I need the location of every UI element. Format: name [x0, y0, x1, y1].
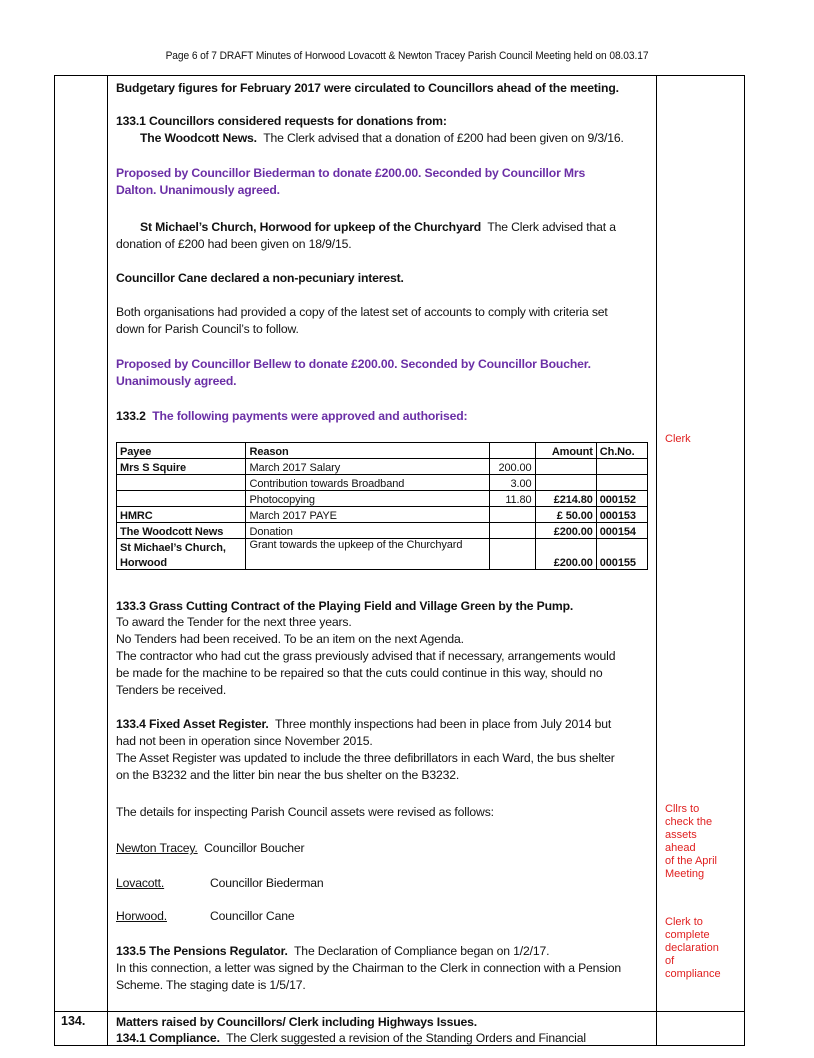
sum-cell: 11.80 [490, 491, 535, 507]
action-line: Cllrs to [665, 803, 700, 815]
amount-cell: £200.00 [535, 554, 596, 570]
column-divider-left [107, 75, 108, 1046]
proposal-1-line-1: Proposed by Councillor Biederman to donate £200.00. Seconded by Councillor Mrs [116, 166, 586, 180]
table-row [117, 491, 648, 507]
action-clerk: Clerk [665, 433, 691, 445]
section-133-3-line-3: The contractor who had cut the grass previously advised that if necessary, arrangements would [116, 649, 616, 663]
payee-cell: St Michael’s Church, [117, 539, 246, 555]
section-134-title: Matters raised by Councillors/ Clerk including Highways Issues. [116, 1015, 478, 1029]
interest-declaration: Councillor Cane declared a non-pecuniary interest. [116, 271, 404, 285]
action-line: ahead [665, 842, 696, 854]
reason-cell: Grant towards the upkeep of the Churchyard [246, 539, 490, 555]
proposal-2-line-2: Unanimously agreed. [116, 374, 237, 388]
action-line: Clerk to [665, 916, 703, 928]
table-header-row [117, 443, 648, 459]
orgs-line-2: down for Parish Council’s to follow. [116, 322, 299, 336]
action-cllrs-check-assets [665, 803, 717, 881]
section-133-3-title: 133.3 Grass Cutting Contract of the Playing Field and Village Green by the Pump. [116, 599, 574, 613]
sum-cell [490, 523, 535, 539]
reason-cell: Photocopying [246, 491, 490, 507]
header-cell: Amount [535, 443, 596, 459]
action-line: Meeting [665, 868, 705, 880]
page-header: Page 6 of 7 DRAFT Minutes of Horwood Lovacott & Newton Tracey Parish Council Meeting held on 08.03.17 [165, 50, 649, 62]
section-133-3-line-4: be made for the machine to be repaired so that the cuts could continue in this way, should no [116, 666, 603, 680]
ward-newton-tracey: Newton Tracey. Councillor Boucher [116, 841, 305, 855]
payee-cell [117, 475, 246, 491]
cheque-cell: 000154 [596, 523, 647, 539]
action-clerk-compliance [665, 916, 721, 981]
action-line: of [665, 955, 675, 967]
section-133-3-line-2: No Tenders had been received. To be an item on the next Agenda. [116, 632, 464, 646]
inspection-intro: The details for inspecting Parish Council assets were revised as follows: [116, 805, 494, 819]
header-cell: Ch.No. [596, 443, 647, 459]
reason-cell [246, 554, 490, 570]
cheque-cell [596, 475, 647, 491]
reason-cell: Contribution towards Broadband [246, 475, 490, 491]
proposal-2-line-1: Proposed by Councillor Bellew to donate £200.00. Seconded by Councillor Boucher. [116, 357, 591, 371]
section-133-4-line-4: on the B3232 and the litter bin near the bus shelter on the B3232. [116, 768, 460, 782]
amount-cell: £ 50.00 [535, 507, 596, 523]
sum-cell: 200.00 [490, 459, 535, 475]
reason-cell: Donation [246, 523, 490, 539]
amount-cell: £214.80 [535, 491, 596, 507]
cheque-cell: 000153 [596, 507, 647, 523]
section-133-2-title: 133.2 The following payments were approved and authorised: [116, 409, 468, 423]
cheque-cell [596, 459, 647, 475]
table-row [117, 554, 648, 570]
payee-cell [117, 491, 246, 507]
budget-text: Budgetary figures for February 2017 were circulated to Councillors ahead of the meeting. [116, 81, 619, 95]
woodcott-paragraph: The Woodcott News. The Clerk advised that a donation of £200 had been given on 9/3/16. [140, 131, 624, 145]
section-133-4-line-2: had not been in operation since November 2015. [116, 734, 373, 748]
section-133-1-title: 133.1 Councillors considered requests for donations from: [116, 114, 447, 128]
action-line: complete [665, 929, 710, 941]
section-133-3-line-5: Tenders be received. [116, 683, 227, 697]
section-133-4-line-3: The Asset Register was updated to include the three defibrillators in each Ward, the bus shelter [116, 751, 615, 765]
table-row [117, 539, 648, 555]
section-134-1: 134.1 Compliance. The Clerk suggested a revision of the Standing Orders and Financial [116, 1031, 586, 1045]
reason-cell: March 2017 PAYE [246, 507, 490, 523]
church-paragraph: St Michael’s Church, Horwood for upkeep of the Churchyard The Clerk advised that a [140, 220, 616, 234]
ward-horwood: Horwood. Councillor Cane [116, 909, 295, 923]
section-133-4-title: 133.4 Fixed Asset Register. Three monthly inspections had been in place from July 2014 but [116, 717, 612, 731]
table-row [117, 475, 648, 491]
table-row [117, 459, 648, 475]
section-133-5-title: 133.5 The Pensions Regulator. The Declaration of Compliance began on 1/2/17. [116, 944, 550, 958]
ward-lovacott: Lovacott. Councillor Biederman [116, 876, 324, 890]
table-row [117, 507, 648, 523]
table-row [117, 523, 648, 539]
payee-cell: The Woodcott News [117, 523, 246, 539]
payee-cell: HMRC [117, 507, 246, 523]
sum-cell [490, 507, 535, 523]
sum-cell [490, 539, 535, 555]
amount-cell: £200.00 [535, 523, 596, 539]
payments-table [116, 442, 648, 570]
item-number-134: 134. [61, 1014, 86, 1028]
church-paragraph-line-2: donation of £200 had been given on 18/9/15. [116, 237, 352, 251]
section-133-5-line-2: In this connection, a letter was signed by the Chairman to the Clerk in connection with a Pension [116, 961, 622, 975]
payee-cell: Mrs S Squire [117, 459, 246, 475]
amount-cell [535, 539, 596, 555]
cheque-cell: 000155 [596, 554, 647, 570]
amount-cell [535, 475, 596, 491]
sum-cell: 3.00 [490, 475, 535, 491]
payee-cell: Horwood [117, 554, 246, 570]
header-cell [490, 443, 535, 459]
header-cell: Payee [117, 443, 246, 459]
amount-cell [535, 459, 596, 475]
orgs-line-1: Both organisations had provided a copy of the latest set of accounts to comply with criteria set [116, 305, 608, 319]
sum-cell [490, 554, 535, 570]
cheque-cell: 000152 [596, 491, 647, 507]
action-line: compliance [665, 968, 721, 980]
action-line: check the [665, 816, 713, 828]
action-line: of the April [665, 855, 717, 867]
section-133-5-line-3: Scheme. The staging date is 1/5/17. [116, 978, 306, 992]
action-line: assets [665, 829, 697, 841]
reason-cell: March 2017 Salary [246, 459, 490, 475]
action-line: declaration [665, 942, 719, 954]
header-cell: Reason [246, 443, 490, 459]
row-divider [54, 1011, 745, 1012]
section-133-3-line-1: To award the Tender for the next three years. [116, 615, 352, 629]
cheque-cell [596, 539, 647, 555]
proposal-1-line-2: Dalton. Unanimously agreed. [116, 183, 280, 197]
